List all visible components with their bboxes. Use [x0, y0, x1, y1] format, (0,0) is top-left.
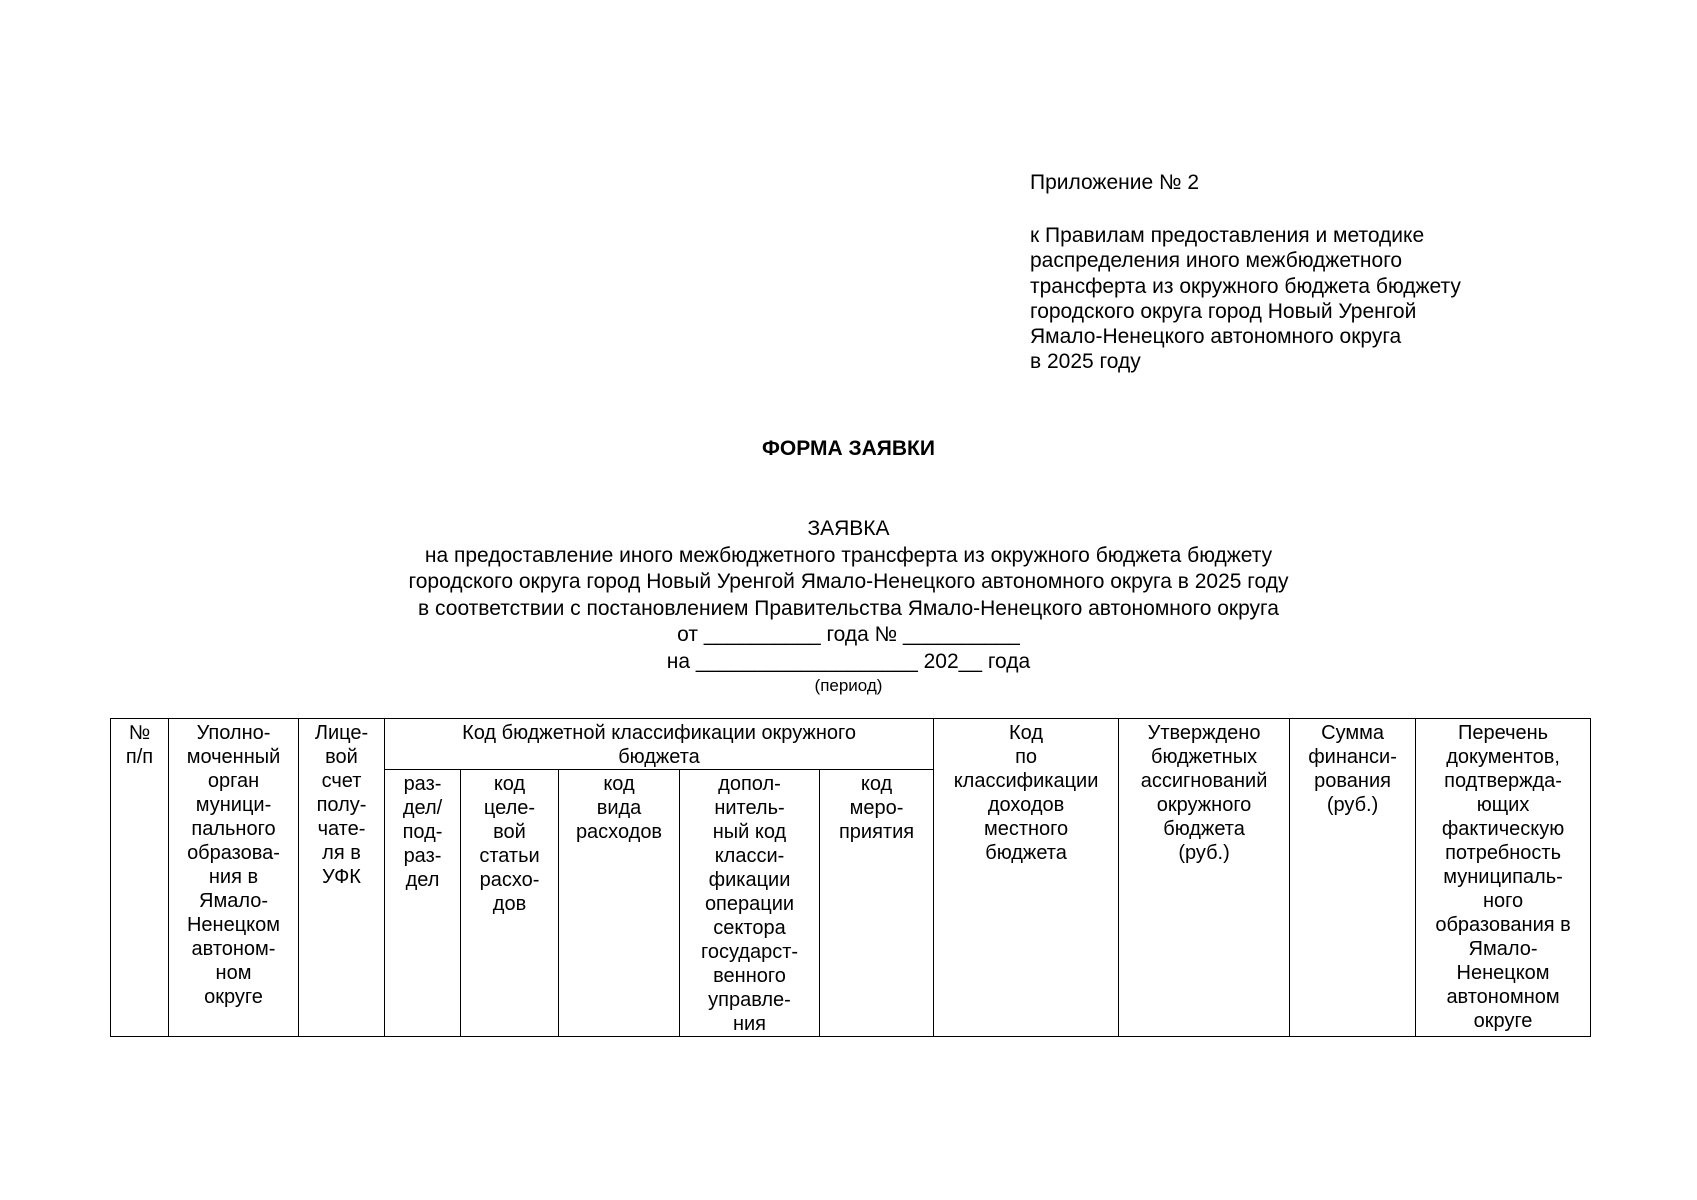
header-funding-amount: Сумма финанси- рования (руб.) [1290, 719, 1416, 1037]
header-budget-code-group: Код бюджетной классификации окружного бюджета [385, 719, 934, 770]
header-target-article: код целе- вой статьи расхо- дов [461, 770, 559, 1037]
request-date-line: от __________ года № __________ [677, 623, 1020, 646]
request-line: городского округа город Новый Уренгой Ямало-Ненецкого автономного округа в 2025 году [408, 570, 1289, 593]
appendix-line: трансферта из окружного бюджета бюджету [1030, 274, 1461, 298]
request-line: в соответствии с постановлением Правительства Ямало-Ненецкого автономного округа [418, 596, 1279, 620]
header-personal-account: Лице- вой счет полу- чате- ля в УФК [299, 719, 385, 1037]
appendix-line: в 2025 году [1030, 350, 1141, 374]
header-expense-type: код вида расходов [559, 770, 680, 1037]
header-documents-list: Перечень документов, подтвержда- ющих фактическую потребность муниципаль- ного образования в Ямало- Ненецком автономном округе [1416, 719, 1591, 1037]
header-income-code: Код по классификации доходов местного бюджета [934, 719, 1119, 1037]
form-title: ФОРМА ЗАЯВКИ [762, 437, 935, 460]
period-caption: (период) [814, 676, 883, 695]
request-heading [0, 516, 1697, 697]
appendix-line: Ямало-Ненецкого автономного округа [1030, 324, 1402, 348]
request-period-line: на ___________________ 202__ года [666, 649, 1031, 673]
header-number: № п/п [111, 719, 169, 1037]
request-line: на предоставление иного межбюджетного трансферта из окружного бюджета бюджету [424, 543, 1273, 567]
appendix-line: городского округа город Новый Уренгой [1030, 299, 1417, 323]
table-header-row [111, 719, 1591, 770]
header-additional-code: допол- нитель- ный код класси- фикации операции сектора государст- венного управле- ния [680, 770, 820, 1037]
application-table [110, 718, 1591, 1037]
header-section: раз- дел/ под- раз- дел [385, 770, 461, 1037]
header-approved-allocations: Утверждено бюджетных ассигнований окружного бюджета (руб.) [1119, 719, 1290, 1037]
appendix-line: распределения иного межбюджетного [1030, 249, 1403, 273]
header-authorized-body: Уполно- моченный орган муници- пального образова- ния в Ямало- Ненецком автоном- ном округе [169, 719, 299, 1037]
appendix-header [1030, 170, 1590, 374]
header-event-code: код меро- приятия [820, 770, 934, 1037]
appendix-number: Приложение № 2 [1030, 171, 1200, 194]
request-title: ЗАЯВКА [807, 517, 890, 540]
appendix-line: к Правилам предоставления и методике [1030, 224, 1425, 248]
